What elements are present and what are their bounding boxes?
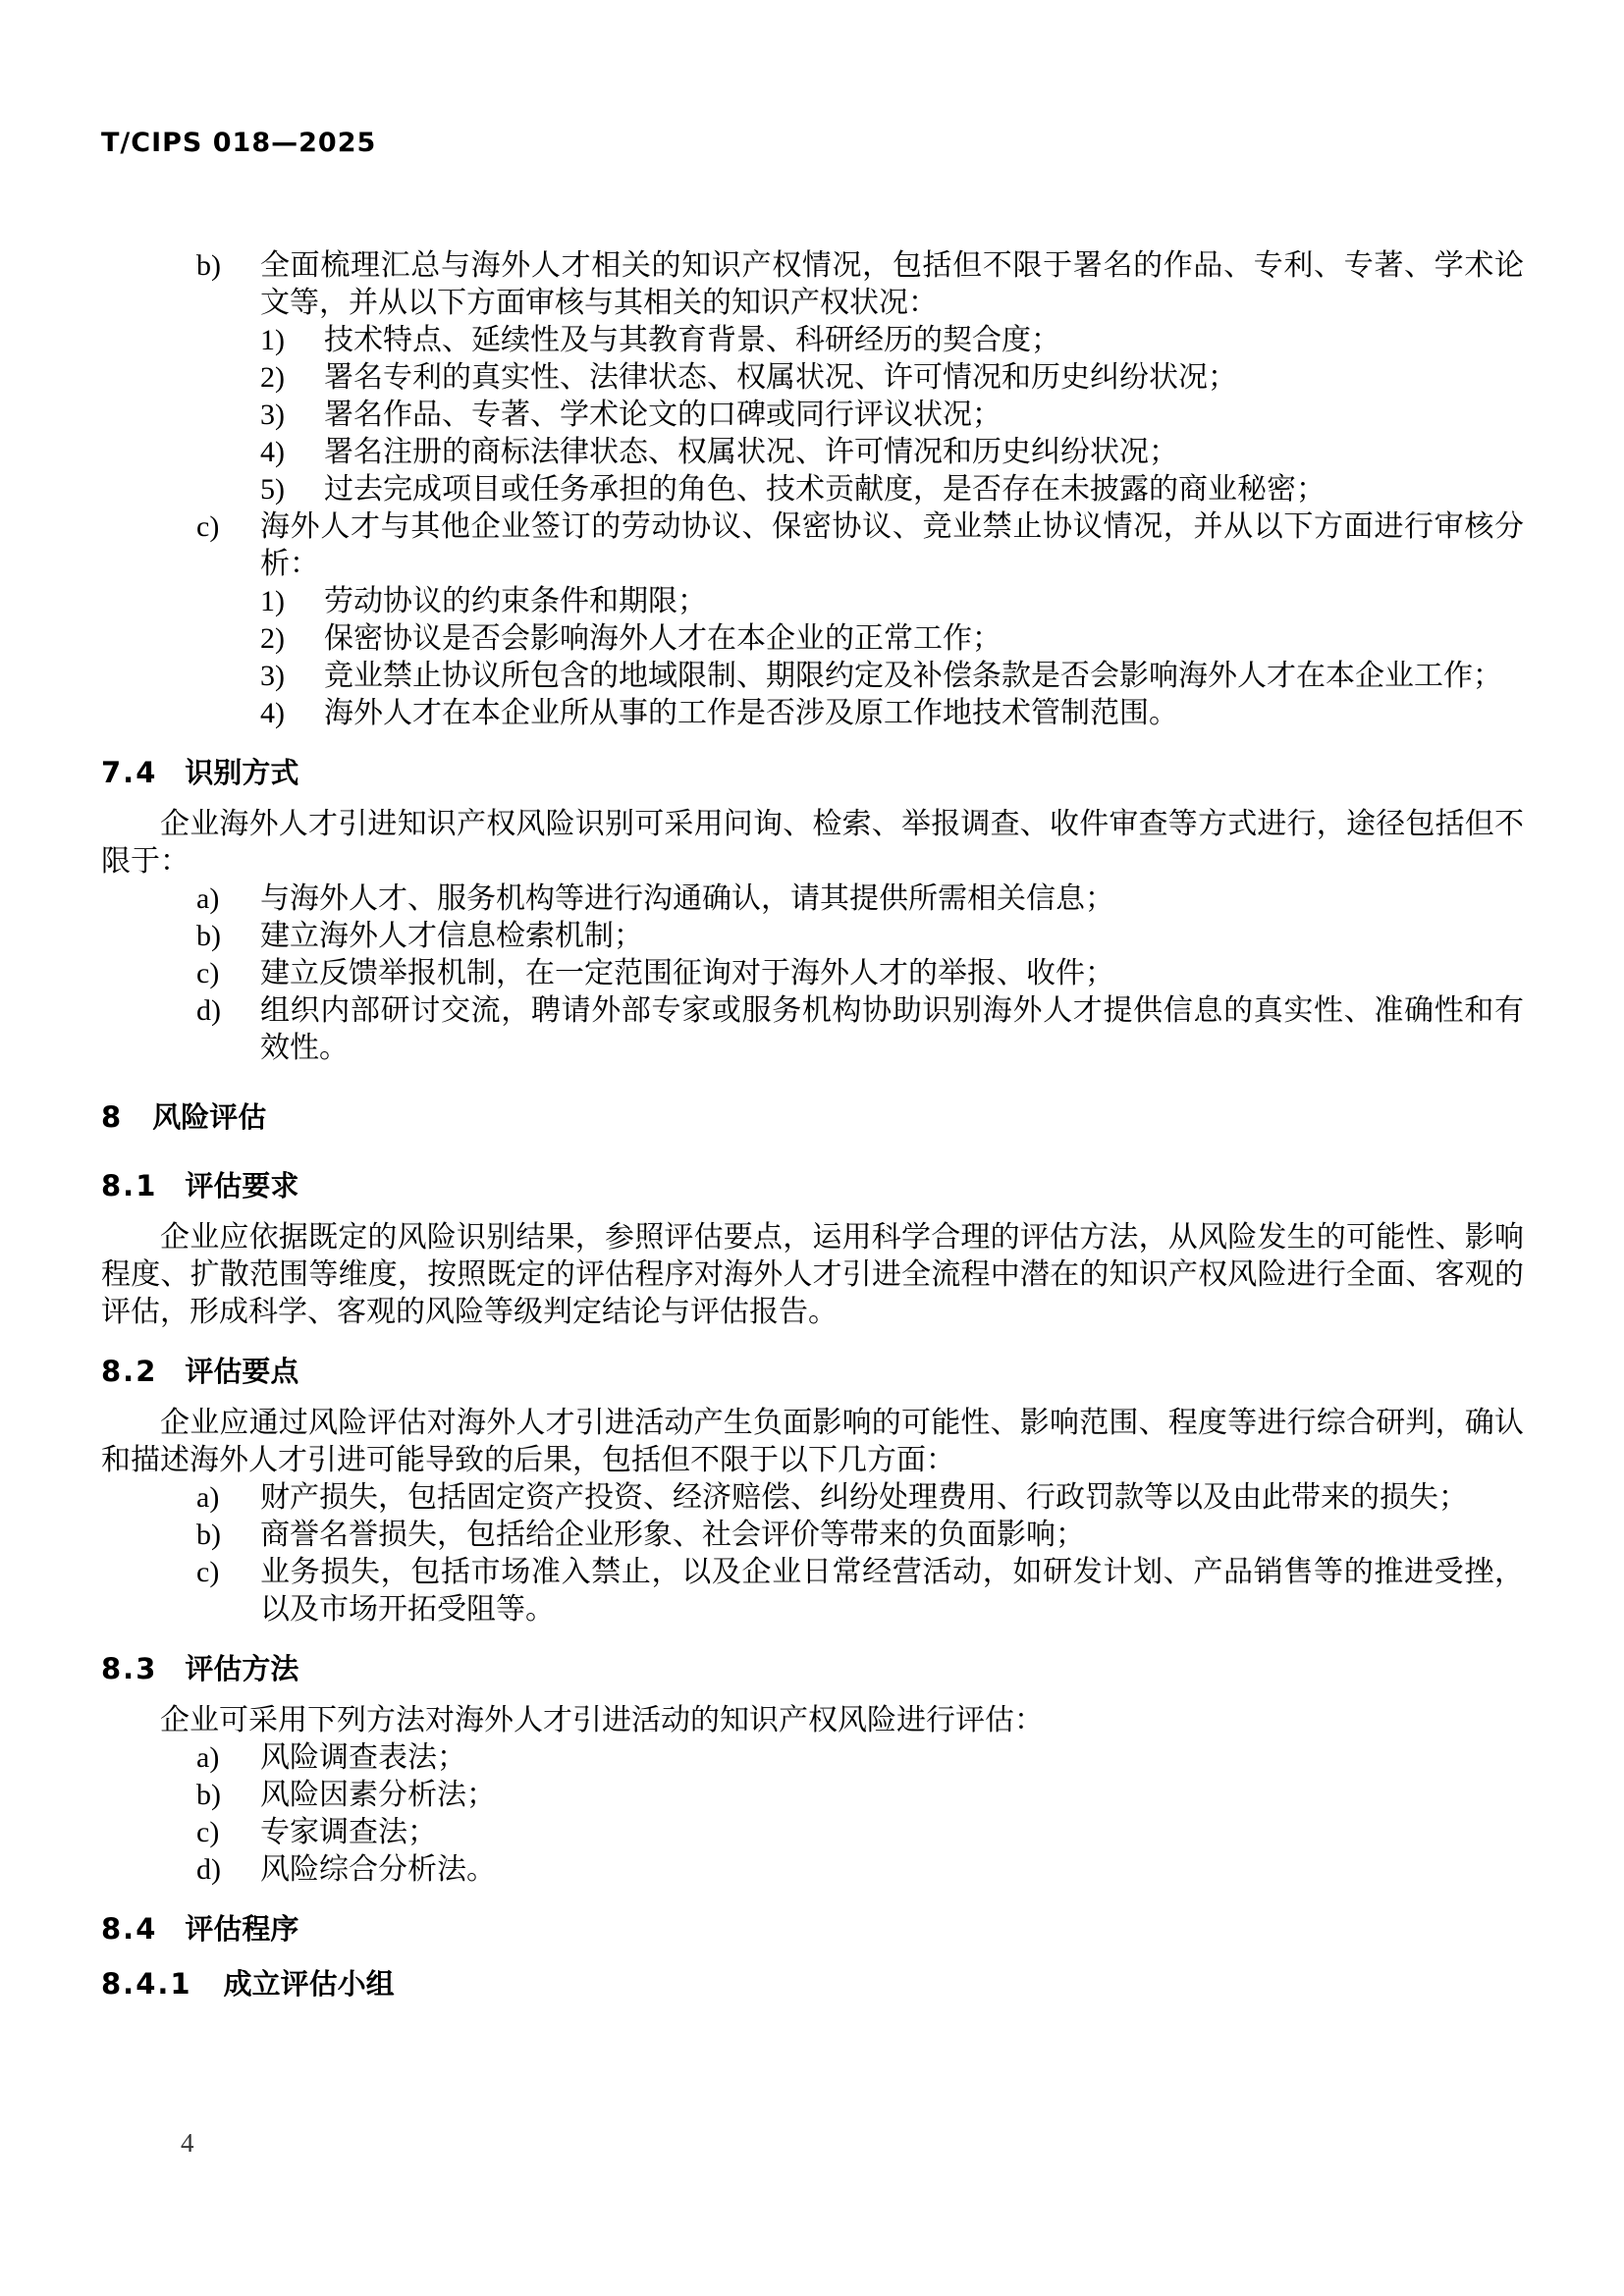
list-marker: 4) <box>260 697 285 729</box>
clause-number: 7.4 <box>101 756 158 789</box>
section-heading-8.4 <box>101 1910 1524 1948</box>
clause-number: 8.2 <box>101 1355 158 1388</box>
list-item-text: 财产损失，包括固定资产投资、经济赔偿、纠纷处理费用、行政罚款等以及由此带来的损失； <box>260 1481 1468 1514</box>
list-marker: a) <box>196 882 220 915</box>
section-heading-7.4 <box>101 754 1524 791</box>
clause-title: 评估要点 <box>185 1355 299 1388</box>
section-heading-8.3 <box>101 1650 1524 1687</box>
paragraph: 企业应依据既定的风险识别结果，参照评估要点，运用科学合理的评估方法，从风险发生的可能性、影响程度、扩散范围等维度，按照既定的评估程序对海外人才引进全流程中潜在的知识产权风险进行全面、客观的评估，形成科学、客观的风险等级判定结论与评估报告。 <box>101 1221 1524 1328</box>
list-item-1 <box>101 583 1524 620</box>
list-item-a <box>101 1739 1524 1777</box>
list-marker: 4) <box>260 436 285 468</box>
list-item-b <box>101 247 1524 322</box>
list-item-c <box>101 508 1524 583</box>
standard-number: T/CIPS 018—2025 <box>101 128 377 158</box>
list-item-a <box>101 881 1524 918</box>
clause-title: 风险评估 <box>152 1100 267 1134</box>
clause-number: 8.1 <box>101 1169 158 1202</box>
list-item-c <box>101 1814 1524 1851</box>
list-item-b <box>101 1517 1524 1554</box>
list-item-text: 海外人才在本企业所从事的工作是否涉及原工作地技术管制范围。 <box>324 697 1178 729</box>
list-item-b <box>101 918 1524 955</box>
list-item-text: 建立反馈举报机制，在一定范围征询对于海外人才的举报、收件； <box>260 957 1114 989</box>
list-marker: 3) <box>260 660 285 692</box>
list-marker: 1) <box>260 324 285 356</box>
list-marker: 3) <box>260 399 285 431</box>
clause-title: 评估方法 <box>185 1652 299 1685</box>
clause-title: 识别方式 <box>185 756 299 789</box>
list-item-text: 技术特点、延续性及与其教育背景、科研经历的契合度； <box>324 324 1060 356</box>
list-item-text: 保密协议是否会影响海外人才在本企业的正常工作； <box>324 622 1001 655</box>
section-heading-8 <box>101 1098 1524 1136</box>
paragraph: 企业海外人才引进知识产权风险识别可采用问询、检索、举报调查、收件审查等方式进行，途径包括但不限于： <box>101 808 1524 878</box>
list-marker: b) <box>196 249 221 282</box>
list-item-c <box>101 1554 1524 1629</box>
list-item-3 <box>101 397 1524 434</box>
list-marker: 5) <box>260 473 285 506</box>
list-item-text: 风险因素分析法； <box>260 1779 496 1811</box>
clause-number: 8.4.1 <box>101 1967 192 2001</box>
document-body <box>101 247 1524 2017</box>
clause-number: 8 <box>101 1100 124 1134</box>
list-marker: c) <box>196 957 220 989</box>
list-item-text: 劳动协议的约束条件和期限； <box>324 585 707 617</box>
list-item-text: 署名专利的真实性、法律状态、权属状况、许可情况和历史纠纷状况； <box>324 361 1237 394</box>
list-marker: d) <box>196 1853 221 1886</box>
list-item-1 <box>101 322 1524 359</box>
list-item-text: 商誉名誉损失，包括给企业形象、社会评价等带来的负面影响； <box>260 1519 1085 1551</box>
list-item-b <box>101 1777 1524 1814</box>
list-item-text: 海外人才与其他企业签订的劳动协议、保密协议、竞业禁止协议情况，并从以下方面进行审核分析： <box>260 510 1524 580</box>
list-marker: 2) <box>260 622 285 655</box>
list-marker: d) <box>196 994 221 1027</box>
list-item-text: 业务损失，包括市场准入禁止，以及企业日常经营活动，如研发计划、产品销售等的推进受挫，以及市场开拓受阻等。 <box>260 1556 1524 1626</box>
list-item-d <box>101 992 1524 1067</box>
section-heading-8.1 <box>101 1167 1524 1204</box>
clause-title: 评估要求 <box>185 1169 299 1202</box>
list-item-text: 与海外人才、服务机构等进行沟通确认，请其提供所需相关信息； <box>260 882 1114 915</box>
clause-title: 评估程序 <box>185 1912 299 1946</box>
list-item-text: 建立海外人才信息检索机制； <box>260 920 643 952</box>
clause-number: 8.4 <box>101 1912 158 1946</box>
list-item-5 <box>101 471 1524 508</box>
list-item-text: 署名作品、专著、学术论文的口碑或同行评议状况； <box>324 399 1001 431</box>
list-item-text: 过去完成项目或任务承担的角色、技术贡献度，是否存在未披露的商业秘密； <box>324 473 1326 506</box>
list-item-2 <box>101 620 1524 658</box>
list-marker: c) <box>196 510 220 543</box>
section-heading-8.4.1 <box>101 1965 1524 2002</box>
clause-number: 8.3 <box>101 1652 158 1685</box>
list-item-text: 专家调查法； <box>260 1816 437 1848</box>
list-item-text: 署名注册的商标法律状态、权属状况、许可情况和历史纠纷状况； <box>324 436 1178 468</box>
section-heading-8.2 <box>101 1353 1524 1390</box>
list-item-text: 竞业禁止协议所包含的地域限制、期限约定及补偿条款是否会影响海外人才在本企业工作； <box>324 660 1502 692</box>
list-item-d <box>101 1851 1524 1889</box>
list-item-4 <box>101 695 1524 732</box>
list-marker: b) <box>196 1519 221 1551</box>
list-marker: 1) <box>260 585 285 617</box>
list-item-a <box>101 1479 1524 1517</box>
list-item-c <box>101 955 1524 992</box>
list-marker: b) <box>196 1779 221 1811</box>
list-marker: c) <box>196 1556 220 1588</box>
list-item-text: 全面梳理汇总与海外人才相关的知识产权情况，包括但不限于署名的作品、专利、专著、学术论文等，并从以下方面审核与其相关的知识产权状况： <box>260 249 1524 319</box>
list-marker: a) <box>196 1481 220 1514</box>
list-item-3 <box>101 658 1524 695</box>
list-marker: a) <box>196 1741 220 1774</box>
list-marker: c) <box>196 1816 220 1848</box>
list-item-text: 风险调查表法； <box>260 1741 466 1774</box>
list-item-2 <box>101 359 1524 397</box>
list-item-text: 组织内部研讨交流，聘请外部专家或服务机构协助识别海外人才提供信息的真实性、准确性和有效性。 <box>260 994 1524 1064</box>
page-number: 4 <box>181 2128 194 2158</box>
list-item-text: 风险综合分析法。 <box>260 1853 496 1886</box>
list-marker: 2) <box>260 361 285 394</box>
paragraph: 企业可采用下列方法对海外人才引进活动的知识产权风险进行评估： <box>160 1704 1044 1736</box>
list-marker: b) <box>196 920 221 952</box>
paragraph: 企业应通过风险评估对海外人才引进活动产生负面影响的可能性、影响范围、程度等进行综合研判，确认和描述海外人才引进可能导致的后果，包括但不限于以下几方面： <box>101 1407 1524 1476</box>
clause-title: 成立评估小组 <box>223 1967 395 2001</box>
list-item-4 <box>101 434 1524 471</box>
